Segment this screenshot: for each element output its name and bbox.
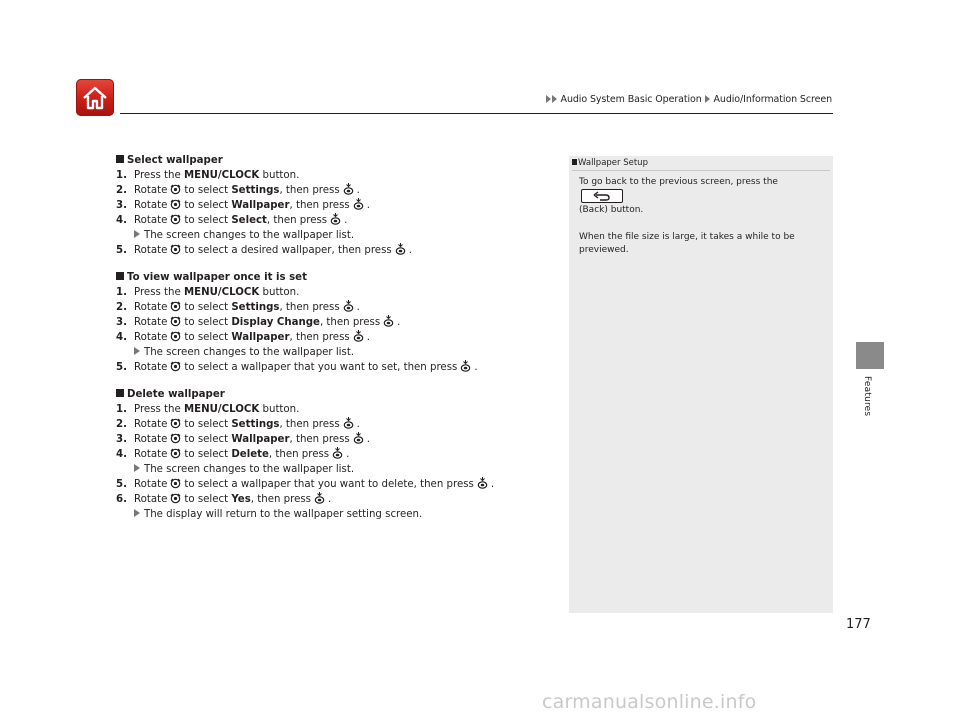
step: 5. Rotate to select a wallpaper that you want to delete, then press . bbox=[116, 477, 556, 492]
step-result: The screen changes to the wallpaper list. bbox=[116, 228, 556, 243]
note-body bbox=[579, 176, 824, 271]
step: 2. Rotate to select Settings, then press . bbox=[116, 417, 556, 432]
press-knob-icon bbox=[460, 360, 471, 377]
step: 3. Rotate to select Display Change, then press . bbox=[116, 315, 556, 330]
main-content bbox=[116, 154, 556, 522]
square-bullet-icon bbox=[116, 272, 124, 280]
step: 4. Rotate to select Select, then press . bbox=[116, 213, 556, 228]
watermark: carmanualsonline.info bbox=[542, 691, 757, 713]
breadcrumb-arrow-icon bbox=[552, 95, 557, 103]
home-icon bbox=[81, 85, 109, 111]
note-paragraph: When the file size is large, it takes a while to be previewed. bbox=[579, 232, 795, 255]
section-heading: Delete wallpaper bbox=[116, 388, 556, 402]
breadcrumb-item[interactable]: Audio System Basic Operation bbox=[560, 94, 702, 105]
breadcrumb-arrow-icon bbox=[546, 95, 551, 103]
back-button-icon bbox=[581, 189, 623, 203]
step: 5. Rotate to select a desired wallpaper, then press . bbox=[116, 243, 556, 258]
chapter-tab-label: Features bbox=[862, 376, 872, 417]
step-result: The screen changes to the wallpaper list. bbox=[116, 462, 556, 477]
step: 4. Rotate to select Delete, then press . bbox=[116, 447, 556, 462]
note-marker-icon bbox=[572, 159, 577, 165]
result-arrow-icon bbox=[134, 464, 140, 472]
step-result: The display will return to the wallpaper setting screen. bbox=[116, 507, 556, 522]
note-panel bbox=[569, 156, 833, 613]
note-title: Wallpaper Setup bbox=[572, 158, 830, 171]
step-result: The screen changes to the wallpaper list. bbox=[116, 345, 556, 360]
breadcrumb-arrow-icon bbox=[705, 95, 710, 103]
press-knob-icon bbox=[395, 243, 406, 260]
step: 1. Press the MENU/CLOCK button. bbox=[116, 404, 300, 415]
header-rule bbox=[120, 113, 833, 114]
result-arrow-icon bbox=[134, 347, 140, 355]
note-paragraph: To go back to the previous screen, press the (Back) button. bbox=[579, 177, 778, 215]
back-arrow-icon bbox=[582, 190, 622, 202]
section-heading: To view wallpaper once it is set bbox=[116, 271, 556, 285]
result-arrow-icon bbox=[134, 230, 140, 238]
home-button[interactable] bbox=[76, 79, 114, 116]
square-bullet-icon bbox=[116, 389, 124, 397]
step: 2. Rotate to select Settings, then press . bbox=[116, 183, 556, 198]
selector-knob-icon bbox=[170, 244, 181, 260]
result-arrow-icon bbox=[134, 509, 140, 517]
breadcrumb-item[interactable]: Audio/Information Screen bbox=[713, 94, 832, 105]
chapter-tab[interactable] bbox=[856, 342, 884, 369]
step: 3. Rotate to select Wallpaper, then press . bbox=[116, 432, 556, 447]
section-heading: Select wallpaper bbox=[116, 154, 556, 168]
step: 6. Rotate to select Yes, then press . bbox=[116, 492, 556, 507]
step: 3. Rotate to select Wallpaper, then press . bbox=[116, 198, 556, 213]
step: 1. Press the MENU/CLOCK button. bbox=[116, 170, 300, 181]
page-number: 177 bbox=[846, 617, 871, 632]
step: 2. Rotate to select Settings, then press . bbox=[116, 300, 556, 315]
square-bullet-icon bbox=[116, 155, 124, 163]
step: 1. Press the MENU/CLOCK button. bbox=[116, 287, 300, 298]
selector-knob-icon bbox=[170, 361, 181, 377]
step: 5. Rotate to select a wallpaper that you want to set, then press . bbox=[116, 360, 556, 375]
step: 4. Rotate to select Wallpaper, then press . bbox=[116, 330, 556, 345]
breadcrumb bbox=[546, 94, 832, 105]
